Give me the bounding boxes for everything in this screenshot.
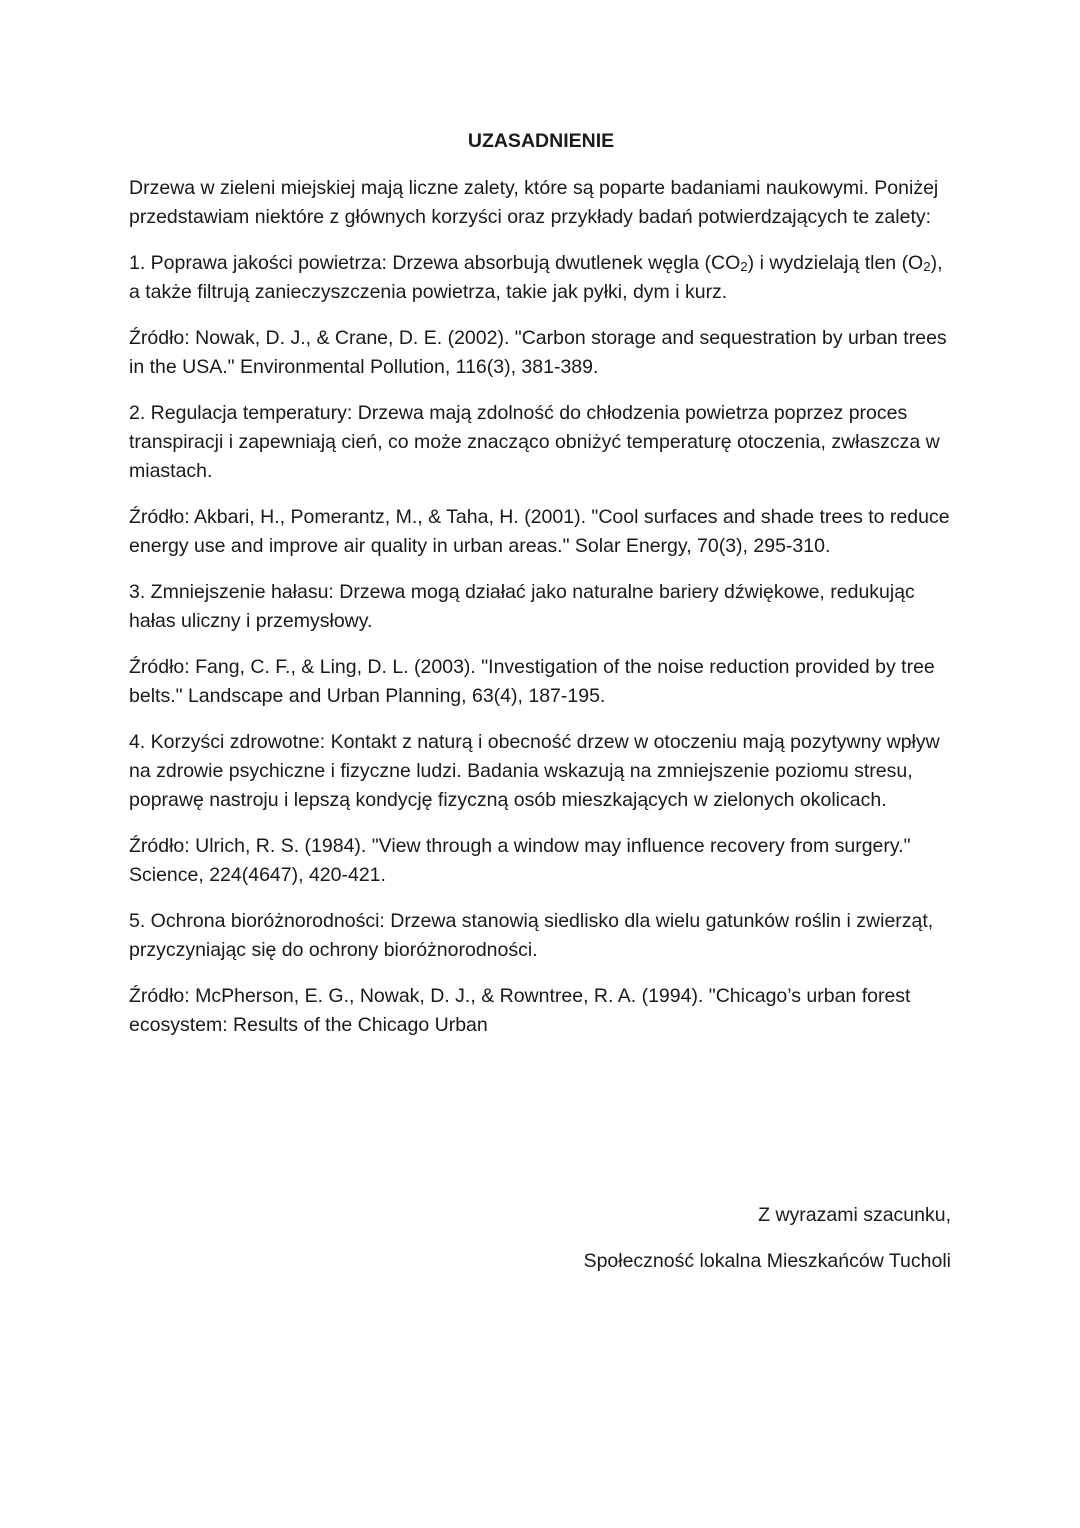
document-body xyxy=(129,126,953,1057)
point-1-paragraph xyxy=(129,249,953,307)
o2-subscript: 2 xyxy=(923,258,931,274)
source-4-paragraph: Źródło: Ulrich, R. S. (1984). "View through a window may influence recovery from surgery." Science, 224(4647), 420-421. xyxy=(129,835,911,886)
closing-salutation: Z wyrazami szacunku, xyxy=(758,1204,951,1226)
document-title: UZASADNIENIE xyxy=(467,130,615,152)
point-1-text-c: ), a także filtrują zanieczyszczenia powietrza, takie jak pyłki, dym i kurz. xyxy=(129,252,943,303)
source-1-paragraph: Źródło: Nowak, D. J., & Crane, D. E. (2002). "Carbon storage and sequestration by urban trees in the USA." Environmental Pollution, 116(3), 381-389. xyxy=(129,327,947,378)
point-1-text-a: 1. Poprawa jakości powietrza: Drzewa absorbują dwutlenek węgla (CO xyxy=(129,252,741,274)
source-2-paragraph: Źródło: Akbari, H., Pomerantz, M., & Taha, H. (2001). "Cool surfaces and shade trees to reduce energy use and improve air quality in urban areas." Solar Energy, 70(3), 295-310. xyxy=(129,506,950,557)
point-5-paragraph: 5. Ochrona bioróżnorodności: Drzewa stanowią siedlisko dla wielu gatunków roślin i zwierząt, przyczyniając się do ochrony bioróżnorodności. xyxy=(129,910,934,961)
source-5-paragraph: Źródło: McPherson, E. G., Nowak, D. J., & Rowntree, R. A. (1994). "Chicago’s urban forest ecosystem: Results of the Chicago Urban xyxy=(129,985,911,1036)
co2-subscript: 2 xyxy=(740,258,748,274)
point-2-paragraph: 2. Regulacja temperatury: Drzewa mają zdolność do chłodzenia powietrza poprzez proces transpiracji i zapewniają cień, co może znacząco obniżyć temperaturę otoczenia, zwłaszcza w miastach. xyxy=(129,402,940,482)
signature-line: Społeczność lokalna Mieszkańców Tucholi xyxy=(583,1250,951,1272)
point-3-paragraph: 3. Zmniejszenie hałasu: Drzewa mogą działać jako naturalne bariery dźwiękowe, redukując hałas uliczny i przemysłowy. xyxy=(129,581,915,632)
point-4-paragraph: 4. Korzyści zdrowotne: Kontakt z naturą i obecność drzew w otoczeniu mają pozytywny wpływ na zdrowie psychiczne i fizyczne ludzi. Badania wskazują na zmniejszenie poziomu stresu, poprawę nastroju i lepszą kondycję fizyczną osób mieszkających w zielonych okolicach. xyxy=(129,731,940,811)
source-3-paragraph: Źródło: Fang, C. F., & Ling, D. L. (2003). "Investigation of the noise reduction provided by tree belts." Landscape and Urban Planning, 63(4), 187-195. xyxy=(129,656,935,707)
intro-paragraph: Drzewa w zieleni miejskiej mają liczne zalety, które są poparte badaniami naukowymi. Poniżej przedstawiam niektóre z głównych korzyści oraz przykłady badań potwierdzających te zalety: xyxy=(129,177,939,228)
point-1-text-b: ) i wydzielają tlen (O xyxy=(747,252,924,274)
